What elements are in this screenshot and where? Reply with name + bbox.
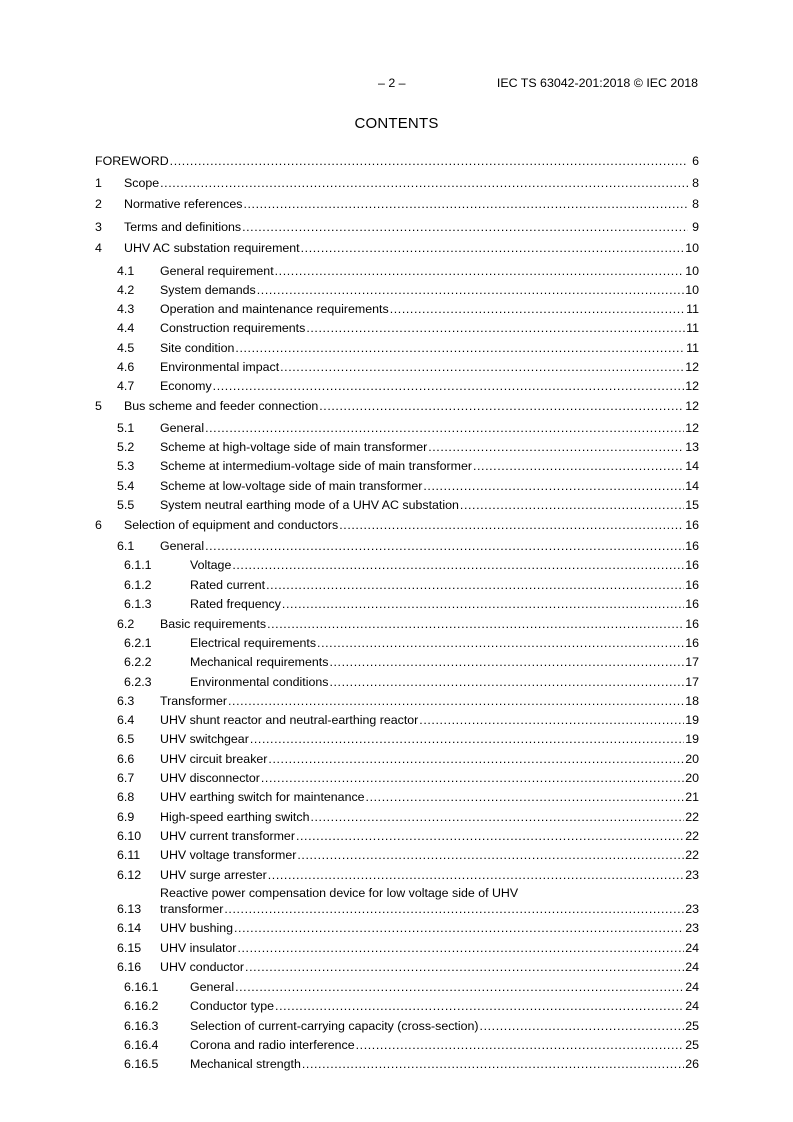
toc-entry-number: 6.2.2 <box>124 655 152 669</box>
toc-entry-page: 15 <box>685 498 699 512</box>
dot-leader <box>245 959 684 975</box>
toc-entry-number: 6.7 <box>117 771 135 785</box>
toc-entry-page: 16 <box>685 578 699 592</box>
toc-entry-number: 6.1.2 <box>124 578 152 592</box>
toc-entry-label: UHV current transformer <box>160 829 295 843</box>
toc-entry-label: Mechanical strength <box>190 1057 301 1071</box>
toc-entry-page: 18 <box>685 694 699 708</box>
toc-entry-page: 23 <box>685 902 699 916</box>
toc-entry[interactable] <box>95 654 699 670</box>
toc-entry-number: 6 <box>95 518 102 532</box>
toc-entry-label: General requirement <box>160 264 274 278</box>
dot-leader <box>275 263 685 279</box>
toc-entry[interactable] <box>95 196 699 212</box>
toc-entry-number: 4.3 <box>117 302 135 316</box>
toc-entry-number: 6.11 <box>117 848 141 862</box>
toc-entry-label: Electrical requirements <box>190 636 317 650</box>
toc-entry-number: 6.16.5 <box>124 1057 159 1071</box>
toc-entry-number: 4.5 <box>117 341 135 355</box>
toc-entry-number: 6.9 <box>117 810 135 824</box>
toc-entry-label-line1: Reactive power compensation device for low voltage side of UHV <box>160 886 519 900</box>
dot-leader <box>235 979 684 995</box>
toc-entry-page: 17 <box>685 675 699 689</box>
toc-entry-page: 20 <box>685 771 699 785</box>
dot-leader <box>268 867 684 883</box>
dot-leader <box>339 517 684 533</box>
page-number: – 2 – <box>378 76 406 90</box>
toc-entry-page: 11 <box>686 302 699 316</box>
toc-entry-label: Scheme at intermedium-voltage side of main transformer <box>160 459 472 473</box>
toc-entry-page: 12 <box>685 360 699 374</box>
dot-leader <box>480 1018 685 1034</box>
toc-entry-page: 22 <box>685 848 699 862</box>
toc-entry-page: 12 <box>685 399 699 413</box>
toc-entry[interactable] <box>95 751 699 767</box>
toc-entry-page: 25 <box>685 1019 699 1033</box>
toc-entry-number: 4 <box>95 241 102 255</box>
toc-entry-page: 24 <box>685 941 699 955</box>
toc-entry-number: 5.5 <box>117 498 135 512</box>
toc-entry-page: 11 <box>686 321 699 335</box>
toc-entry-label: FOREWORD <box>95 154 169 168</box>
page-title: CONTENTS <box>354 115 439 132</box>
toc-entry-number: 6.2.3 <box>124 675 152 689</box>
dot-leader <box>280 359 684 375</box>
toc-entry-page: 16 <box>685 636 699 650</box>
toc-entry-page: 16 <box>685 617 699 631</box>
toc-entry-page: 10 <box>685 283 699 297</box>
toc-entry[interactable] <box>95 577 699 593</box>
toc-entry-page: 24 <box>685 980 699 994</box>
dot-leader <box>366 789 685 805</box>
dot-leader <box>419 712 684 728</box>
toc-entry-label: System neutral earthing mode of a UHV AC substation <box>160 498 459 512</box>
toc-entry[interactable] <box>95 263 699 279</box>
toc-entry-label: Operation and maintenance requirements <box>160 302 389 316</box>
dot-leader <box>282 596 684 612</box>
toc-entry-number: 6.1.1 <box>124 558 152 572</box>
toc-entry[interactable] <box>95 538 699 554</box>
dot-leader <box>250 731 684 747</box>
toc-entry[interactable] <box>95 847 699 863</box>
toc-entry-page: 16 <box>685 539 699 553</box>
toc-entry-page: 19 <box>685 732 699 746</box>
toc-entry-number: 5.4 <box>117 479 135 493</box>
dot-leader <box>257 282 684 298</box>
toc-entry[interactable] <box>95 886 699 917</box>
toc-entry[interactable] <box>95 1056 699 1072</box>
toc-entry-number: 6.2.1 <box>124 636 152 650</box>
toc-entry-number: 6.13 <box>117 902 142 916</box>
toc-entry-label: UHV voltage transformer <box>160 848 297 862</box>
toc-entry-label: Voltage <box>190 558 232 572</box>
toc-entry-page: 11 <box>686 341 699 355</box>
toc-entry-label: UHV shunt reactor and neutral-earthing reactor <box>160 713 419 727</box>
toc-entry-label: UHV conductor <box>160 960 245 974</box>
dot-leader <box>243 196 688 212</box>
dot-leader <box>235 340 685 356</box>
toc-entry-page: 24 <box>685 960 699 974</box>
toc-entry-number: 4.6 <box>117 360 135 374</box>
dot-leader <box>428 439 684 455</box>
toc-entry-number: 4.4 <box>117 321 135 335</box>
toc-entry-label: Mechanical requirements <box>190 655 329 669</box>
dot-leader <box>319 398 684 414</box>
toc-entry-page: 13 <box>685 440 699 454</box>
toc-entry-label: Site condition <box>160 341 235 355</box>
dot-leader <box>297 847 684 863</box>
toc-entry-label: General <box>160 539 205 553</box>
toc-entry-number: 6.16.3 <box>124 1019 159 1033</box>
toc-entry-label: General <box>160 421 205 435</box>
toc-entry[interactable] <box>95 153 699 169</box>
toc-entry[interactable] <box>95 979 699 995</box>
toc-entry[interactable] <box>95 320 699 336</box>
dot-leader <box>232 557 684 573</box>
dot-leader <box>329 674 684 690</box>
toc-entry-number: 6.4 <box>117 713 135 727</box>
toc-entry-label: UHV bushing <box>160 921 234 935</box>
toc-entry[interactable] <box>95 458 699 474</box>
toc-entry-page: 16 <box>685 597 699 611</box>
toc-entry-number: 4.1 <box>117 264 135 278</box>
toc-entry-page: 12 <box>685 379 699 393</box>
toc-entry-label: Bus scheme and feeder connection <box>124 399 319 413</box>
toc-entry[interactable] <box>95 517 699 533</box>
toc-entry[interactable] <box>95 175 699 191</box>
toc-entry-label: Scheme at high-voltage side of main transformer <box>160 440 428 454</box>
toc-entry[interactable] <box>95 674 699 690</box>
toc-entry-page: 17 <box>685 655 699 669</box>
dot-leader <box>237 940 684 956</box>
toc-entry-number: 6.1.3 <box>124 597 152 611</box>
toc-entry[interactable] <box>95 478 699 494</box>
toc-entry-number: 6.12 <box>117 868 142 882</box>
dot-leader <box>224 901 684 917</box>
toc-entry-page: 6 <box>692 154 699 168</box>
toc-entry[interactable] <box>95 240 699 256</box>
toc-entry-label: Environmental impact <box>160 360 280 374</box>
toc-entry[interactable] <box>95 340 699 356</box>
toc-entry-page: 8 <box>692 176 699 190</box>
toc-entry-number: 6.16 <box>117 960 142 974</box>
toc-entry[interactable] <box>95 867 699 883</box>
toc-entry[interactable] <box>95 497 699 513</box>
toc-entry[interactable] <box>95 557 699 573</box>
dot-leader <box>228 693 684 709</box>
toc-entry-page: 8 <box>692 197 699 211</box>
toc-entry-label: High-speed earthing switch <box>160 810 310 824</box>
toc-entry-label: UHV surge arrester <box>160 868 267 882</box>
toc-entry[interactable] <box>95 940 699 956</box>
toc-entry-label: UHV circuit breaker <box>160 752 268 766</box>
toc-entry[interactable] <box>95 378 699 394</box>
dot-leader <box>275 998 684 1014</box>
dot-leader <box>234 920 684 936</box>
dot-leader <box>310 809 684 825</box>
toc-entry-label: Selection of equipment and conductors <box>124 518 339 532</box>
toc-entry-label: UHV earthing switch for maintenance <box>160 790 365 804</box>
toc-entry[interactable] <box>95 439 699 455</box>
toc-entry-number: 1 <box>95 176 102 190</box>
toc-entry-number: 6.2 <box>117 617 135 631</box>
toc-entry-number: 6.8 <box>117 790 135 804</box>
toc-entry-page: 22 <box>685 810 699 824</box>
dot-leader <box>301 240 685 256</box>
toc-entry-page: 16 <box>685 518 699 532</box>
toc-entry-number: 5 <box>95 399 102 413</box>
toc-entry[interactable] <box>95 359 699 375</box>
dot-leader <box>317 635 684 651</box>
toc-entry[interactable] <box>95 693 699 709</box>
dot-leader <box>306 320 685 336</box>
toc-entry-page: 14 <box>685 459 699 473</box>
toc-entry-number: 5.3 <box>117 459 135 473</box>
toc-entry[interactable] <box>95 828 699 844</box>
toc-entry-label: Scheme at low-voltage side of main transformer <box>160 479 423 493</box>
toc-entry[interactable] <box>95 219 699 235</box>
dot-leader <box>160 175 688 191</box>
toc-entry[interactable] <box>95 770 699 786</box>
toc-entry[interactable] <box>95 420 699 436</box>
dot-leader <box>242 219 688 235</box>
toc-entry[interactable] <box>95 616 699 632</box>
toc-entry[interactable] <box>95 731 699 747</box>
toc-entry-number: 6.1 <box>117 539 135 553</box>
toc-entry-page: 10 <box>685 241 699 255</box>
toc-entry-label: Transformer <box>160 694 228 708</box>
toc-entry[interactable] <box>95 301 699 317</box>
toc-entry-label: General <box>190 980 235 994</box>
toc-entry[interactable] <box>95 920 699 936</box>
dot-leader <box>205 420 684 436</box>
toc-entry[interactable] <box>95 596 699 612</box>
toc-entry[interactable] <box>95 398 699 414</box>
dot-leader <box>266 577 684 593</box>
toc-entry-label: UHV switchgear <box>160 732 249 746</box>
dot-leader <box>296 828 684 844</box>
toc-entry[interactable] <box>95 635 699 651</box>
toc-entry-label: Basic requirements <box>160 617 267 631</box>
toc-entry-page: 19 <box>685 713 699 727</box>
dot-leader <box>423 478 684 494</box>
toc-entry-label: Corona and radio interference <box>190 1038 355 1052</box>
toc-entry-label: Conductor type <box>190 999 275 1013</box>
toc-entry-number: 6.14 <box>117 921 142 935</box>
toc-entry-label: UHV AC substation requirement <box>124 241 300 255</box>
toc-entry-number: 6.16.1 <box>124 980 159 994</box>
dot-leader <box>302 1056 684 1072</box>
toc-entry-number: 5.1 <box>117 421 135 435</box>
toc-entry-number: 4.2 <box>117 283 135 297</box>
toc-entry[interactable] <box>95 789 699 805</box>
toc-entry-number: 6.16.4 <box>124 1038 159 1052</box>
toc-entry-label: Rated frequency <box>190 597 281 611</box>
document-reference: IEC TS 63042-201:2018 © IEC 2018 <box>496 76 698 90</box>
dot-leader <box>205 538 684 554</box>
toc-entry[interactable] <box>95 1018 699 1034</box>
dot-leader <box>390 301 685 317</box>
toc-entry[interactable] <box>95 282 699 298</box>
toc-entry-number: 6.3 <box>117 694 135 708</box>
toc-entry-number: 2 <box>95 197 102 211</box>
toc-entry-page: 21 <box>685 790 699 804</box>
toc-entry-label: Terms and definitions <box>124 220 242 234</box>
dot-leader <box>261 770 684 786</box>
toc-entry-label: Construction requirements <box>160 321 306 335</box>
toc-entry-number: 6.10 <box>117 829 142 843</box>
dot-leader <box>329 654 684 670</box>
toc-entry[interactable] <box>95 809 699 825</box>
toc-entry-label: Normative references <box>124 197 243 211</box>
dot-leader <box>267 616 684 632</box>
toc-entry-page: 16 <box>685 558 699 572</box>
dot-leader <box>268 751 684 767</box>
toc-entry-label: UHV disconnector <box>160 771 260 785</box>
toc-entry[interactable] <box>95 1037 699 1053</box>
toc-entry-page: 22 <box>685 829 699 843</box>
toc-entry[interactable] <box>95 712 699 728</box>
toc-entry-page: 25 <box>685 1038 699 1052</box>
toc-entry-page: 9 <box>692 220 699 234</box>
toc-entry-number: 5.2 <box>117 440 135 454</box>
toc-entry-number: 6.6 <box>117 752 135 766</box>
toc-entry-label: Selection of current-carrying capacity (cross-section) <box>190 1019 479 1033</box>
page-header <box>0 76 793 92</box>
dot-leader <box>170 153 688 169</box>
toc-entry-page: 12 <box>685 421 699 435</box>
toc-entry-number: 6.15 <box>117 941 142 955</box>
toc-entry[interactable] <box>95 959 699 975</box>
toc-entry-page: 20 <box>685 752 699 766</box>
toc-entry-label: Rated current <box>190 578 266 592</box>
toc-entry-number: 6.16.2 <box>124 999 159 1013</box>
dot-leader <box>356 1037 685 1053</box>
dot-leader <box>460 497 684 513</box>
toc-entry-page: 23 <box>685 921 699 935</box>
toc-entry-page: 26 <box>685 1057 699 1071</box>
toc-entry-label: Economy <box>160 379 212 393</box>
toc-entry-number: 4.7 <box>117 379 135 393</box>
toc-entry[interactable] <box>95 998 699 1014</box>
toc-entry-page: 23 <box>685 868 699 882</box>
toc-entry-label: Scope <box>124 176 160 190</box>
dot-leader <box>213 378 685 394</box>
toc-entry-number: 3 <box>95 220 102 234</box>
toc-entry-label: UHV insulator <box>160 941 237 955</box>
toc-entry-label: System demands <box>160 283 256 297</box>
toc-entry-page: 24 <box>685 999 699 1013</box>
toc-entry-number: 6.5 <box>117 732 135 746</box>
toc-entry-page: 14 <box>685 479 699 493</box>
toc-entry-label: transformer <box>160 902 224 916</box>
toc-entry-page: 10 <box>685 264 699 278</box>
dot-leader <box>473 458 684 474</box>
toc-entry-label: Environmental conditions <box>190 675 329 689</box>
